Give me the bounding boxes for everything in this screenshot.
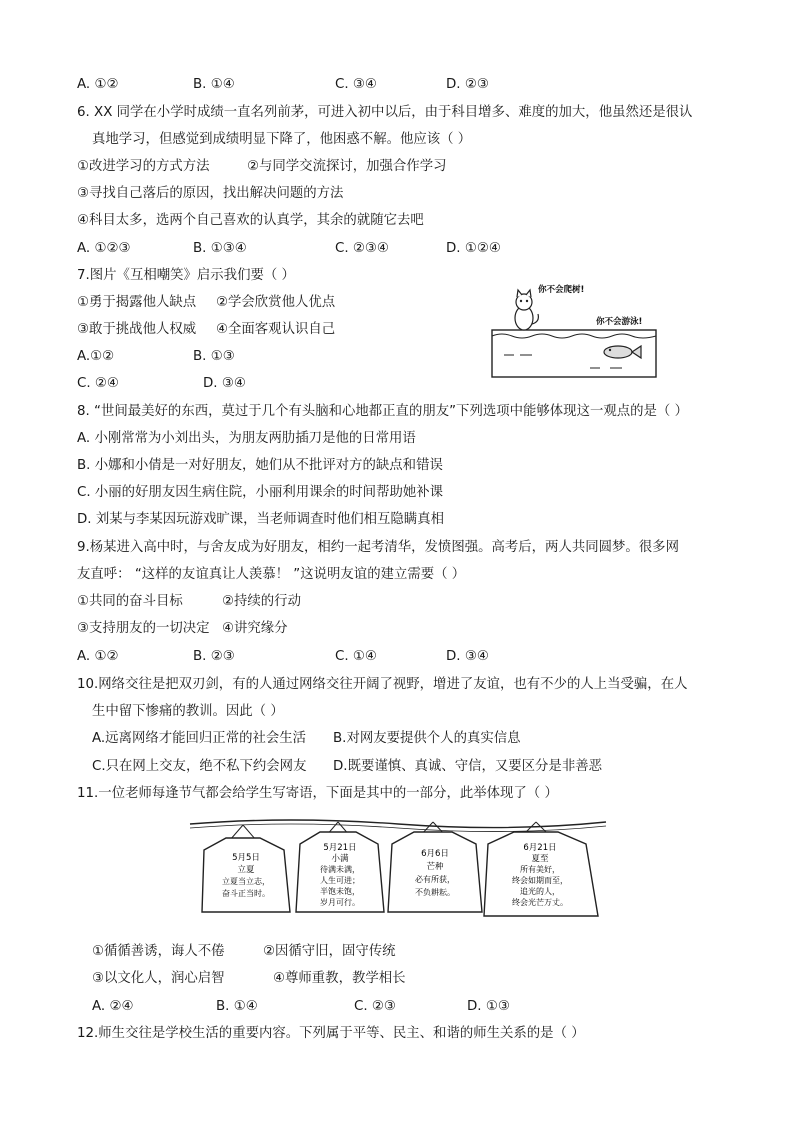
tag-3-line-1: 必有所获， xyxy=(415,875,455,884)
tag-4-line-4: 终会光芒万丈。 xyxy=(512,898,568,907)
tag-1-term: 立夏 xyxy=(237,865,255,875)
q6-item-2: ②与同学交流探讨，加强合作学习 xyxy=(247,159,447,174)
q8-option-c: C. 小丽的好朋友因生病住院，小丽利用课余的时间帮助她补课 xyxy=(77,485,444,500)
tag-4-line-3: 追光的人， xyxy=(520,887,560,896)
q6-option-c: C. ②③④ xyxy=(335,241,389,256)
tag-4-date: 6月21日 xyxy=(523,843,557,853)
tag-2-line-2: 人生可进； xyxy=(320,876,360,885)
q10-stem-line1: 10.网络交往是把双刃剑，有的人通过网络交往开阔了视野，增进了友谊，也有不少的人上当受骗，在人 xyxy=(77,677,688,692)
q8-option-b: B. 小娜和小倩是一对好朋友，她们从不批评对方的缺点和错误 xyxy=(77,458,443,473)
q10-option-b: B.对网友要提供个人的真实信息 xyxy=(333,731,521,746)
solar-term-tag-2 xyxy=(296,822,384,912)
tag-1-line-1: 立夏当立志， xyxy=(222,877,270,886)
q9-item-1: ①共同的奋斗目标 xyxy=(77,594,183,609)
q5-option-c: C. ③④ xyxy=(335,77,377,92)
q7-item-2: ②学会欣赏他人优点 xyxy=(216,295,336,310)
q5-option-b: B. ①④ xyxy=(193,77,235,92)
tag-4-term: 夏至 xyxy=(531,854,549,864)
fish-caption: 你不会游泳! xyxy=(596,317,643,327)
q6-option-a: A. ①②③ xyxy=(77,241,131,256)
q11-item-4: ④尊师重教，教学相长 xyxy=(273,971,406,986)
cat-caption: 你不会爬树! xyxy=(538,285,585,295)
q10-stem-line2: 生中留下惨痛的教训。因此（ ） xyxy=(92,704,284,719)
q11-item-3: ③以文化人，润心启智 xyxy=(92,971,225,986)
q11-option-a: A. ②④ xyxy=(92,999,134,1014)
tag-2-line-3: 半饱未饱， xyxy=(320,887,360,896)
q7-item-3: ③敢于挑战他人权威 xyxy=(77,322,197,337)
q7-item-4: ④全面客观认识自己 xyxy=(216,322,336,337)
q8-option-a: A. 小刚常常为小刘出头，为朋友两肋插刀是他的日常用语 xyxy=(77,431,416,446)
tag-3-line-2: 不负耕耘。 xyxy=(415,888,455,897)
q7-cartoon-image xyxy=(490,280,660,380)
fish-icon xyxy=(604,346,641,358)
q6-item-1: ①改进学习的方式方法 xyxy=(77,159,210,174)
solar-term-tag-3 xyxy=(388,822,482,912)
q9-stem-line1: 9.杨某进入高中时，与舍友成为好朋友，相约一起考清华，发愤图强。高考后，两人共同圆梦。很多网 xyxy=(77,540,679,555)
q9-item-4: ④讲究缘分 xyxy=(222,621,288,636)
q6-item-3: ③寻找自己落后的原因，找出解决问题的方法 xyxy=(77,186,344,201)
tag-2-line-1: 待满未满， xyxy=(320,865,360,874)
q11-option-c: C. ②③ xyxy=(354,999,396,1014)
q10-option-c: C.只在网上交友，绝不私下约会网友 xyxy=(92,759,307,774)
q10-option-d: D.既要谨慎、真诚、守信，又要区分是非善恶 xyxy=(333,759,602,774)
tag-1-line-2: 奋斗正当时。 xyxy=(222,889,270,898)
q8-option-d: D. 刘某与李某因玩游戏旷课，当老师调查时他们相互隐瞒真相 xyxy=(77,512,444,527)
q7-option-a: A.①② xyxy=(77,349,115,364)
tag-4-line-2: 终会如期而至， xyxy=(512,876,568,885)
tag-3-date: 6月6日 xyxy=(421,849,449,859)
tag-2-line-4: 岁月可行。 xyxy=(320,898,360,907)
q11-item-2: ②因循守旧，固守传统 xyxy=(263,944,396,959)
q8-stem: 8. “世间最美好的东西，莫过于几个有头脑和心地都正直的朋友”下列选项中能够体现这一观点的是（ ） xyxy=(77,404,688,419)
q9-option-c: C. ①④ xyxy=(335,649,377,664)
q6-option-d: D. ①②④ xyxy=(446,241,501,256)
tag-1-date: 5月5日 xyxy=(232,853,260,863)
cat-icon xyxy=(515,290,538,330)
q9-item-3: ③支持朋友的一切决定 xyxy=(77,621,210,636)
q12-stem: 12.师生交往是学校生活的重要内容。下列属于平等、民主、和谐的师生关系的是（ ） xyxy=(77,1026,585,1041)
q11-option-d: D. ①③ xyxy=(467,999,510,1014)
q9-option-d: D. ③④ xyxy=(446,649,489,664)
q9-option-b: B. ②③ xyxy=(193,649,235,664)
q6-item-4: ④科目太多，选两个自己喜欢的认真学，其余的就随它去吧 xyxy=(77,213,424,228)
q11-item-1: ①循循善诱，诲人不倦 xyxy=(92,944,225,959)
q7-option-b: B. ①③ xyxy=(193,349,235,364)
q5-option-a: A. ①② xyxy=(77,77,119,92)
q10-option-a: A.远离网络才能回归正常的社会生活 xyxy=(92,731,307,746)
q7-option-c: C. ②④ xyxy=(77,376,119,391)
q11-stem: 11.一位老师每逢节气都会给学生写寄语，下面是其中的一部分，此举体现了（ ） xyxy=(77,786,558,801)
tag-3-term: 芒种 xyxy=(426,862,444,872)
q7-stem: 7.图片《互相嘲笑》启示我们要（ ） xyxy=(77,268,295,283)
q11-solar-term-tags-image xyxy=(188,812,608,932)
q7-item-1: ①勇于揭露他人缺点 xyxy=(77,295,197,310)
q9-stem-line2: 友直呼： “这样的友谊真让人羡慕！ ”这说明友谊的建立需要（ ） xyxy=(77,567,466,582)
q7-option-d: D. ③④ xyxy=(203,376,246,391)
solar-term-tag-1 xyxy=(202,825,290,912)
q9-option-a: A. ①② xyxy=(77,649,119,664)
q9-item-2: ②持续的行动 xyxy=(222,594,301,609)
q6-option-b: B. ①③④ xyxy=(193,241,247,256)
tag-2-term: 小满 xyxy=(331,854,349,864)
solar-term-tag-4 xyxy=(484,822,598,916)
tag-4-line-1: 所有美好， xyxy=(520,865,560,874)
q11-option-b: B. ①④ xyxy=(216,999,258,1014)
q6-stem-line1: 6. XX 同学在小学时成绩一直名列前茅，可进入初中以后，由于科目增多、难度的加大，他虽然还是很认 xyxy=(77,105,693,120)
tag-2-date: 5月21日 xyxy=(323,843,357,853)
q6-stem-line2: 真地学习，但感觉到成绩明显下降了，他困惑不解。他应该（ ） xyxy=(92,132,472,147)
q5-option-d: D. ②③ xyxy=(446,77,489,92)
